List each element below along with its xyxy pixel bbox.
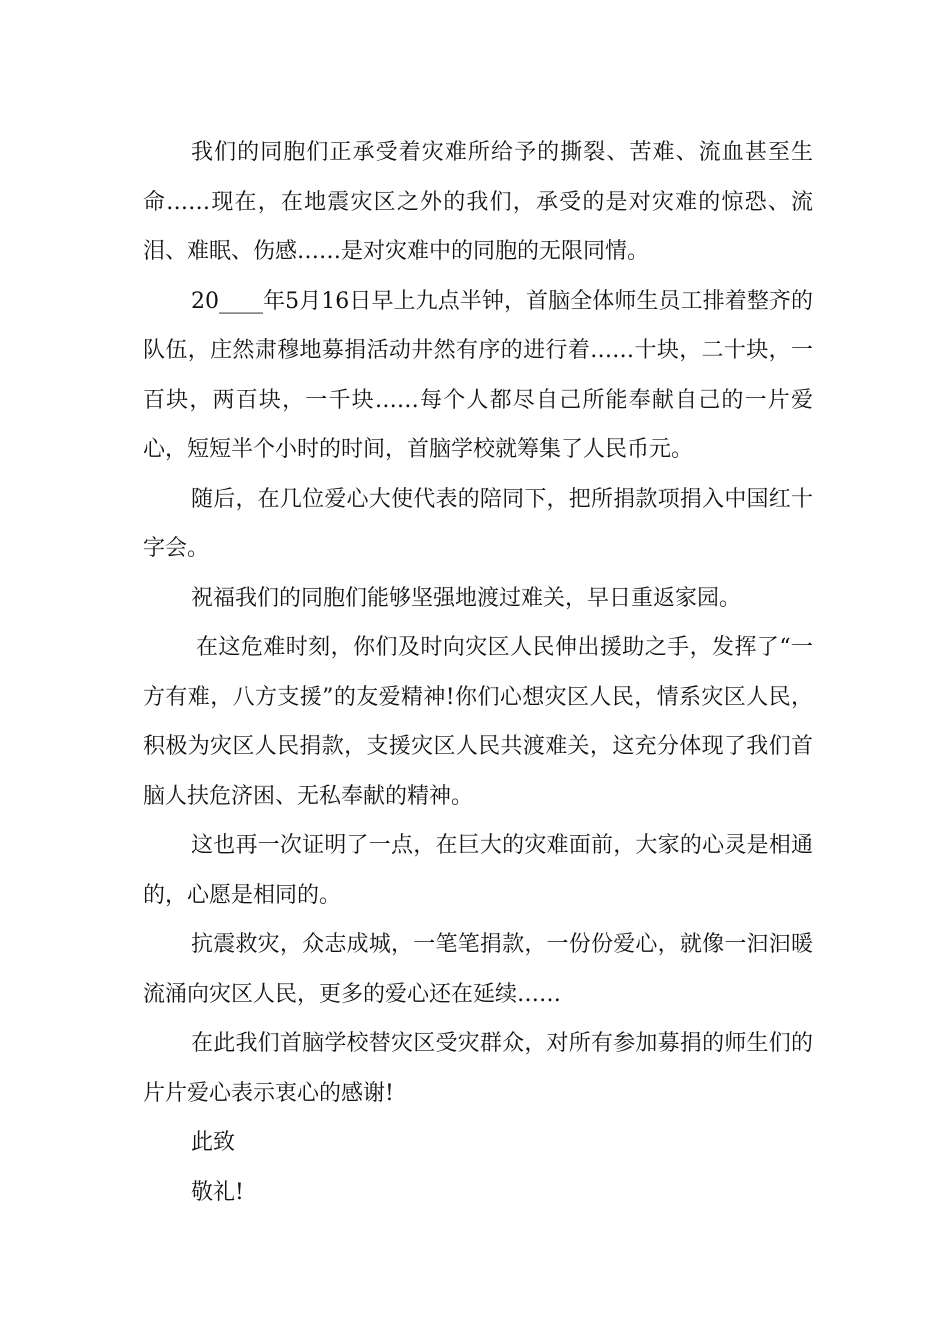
paragraph: 20____年5月16日早上九点半钟，首脑全体师生员工排着整齐的队伍，庄然肃穆地募捐活动井然有序的进行着……十块，二十块，一百块，两百块，一千块……每个人都尽自己所能奉献自己的一片爱心，短短半个小时的时间，首脑学校就筹集了人民币元。 xyxy=(143,288,813,462)
paragraph: 祝福我们的同胞们能够坚强地渡过难关，早日重返家园。 xyxy=(191,585,742,611)
paragraph: 我们的同胞们正承受着灾难所给予的撕裂、苦难、流血甚至生命……现在，在地震灾区之外的我们，承受的是对灾难的惊恐、流泪、难眠、伤感……是对灾难中的同胞的无限同情。 xyxy=(143,140,813,264)
paragraph: 随后，在几位爱心大使代表的陪同下，把所捐款项捐入中国红十字会。 xyxy=(143,486,813,561)
salutation-line: 敬礼! xyxy=(191,1179,244,1205)
document-body xyxy=(143,128,813,1217)
paragraph: 抗震救灾，众志成城，一笔笔捐款，一份份爱心，就像一汩汩暖流涌向灾区人民，更多的爱心还在延续…… xyxy=(143,932,813,1007)
paragraph: 在这危难时刻，你们及时向灾区人民伸出援助之手，发挥了“一方有难，八方支援”的友爱精神!你们心想灾区人民，情系灾区人民，积极为灾区人民捐款，支援灾区人民共渡难关，这充分体现了我们首脑人扶危济困、无私奉献的精神。 xyxy=(143,635,813,809)
closing-line: 此致 xyxy=(191,1130,236,1155)
paragraph: 这也再一次证明了一点，在巨大的灾难面前，大家的心灵是相通的，心愿是相同的。 xyxy=(143,833,813,908)
paragraph: 在此我们首脑学校替灾区受灾群众，对所有参加募捐的师生们的片片爱心表示衷心的感谢! xyxy=(143,1031,813,1106)
